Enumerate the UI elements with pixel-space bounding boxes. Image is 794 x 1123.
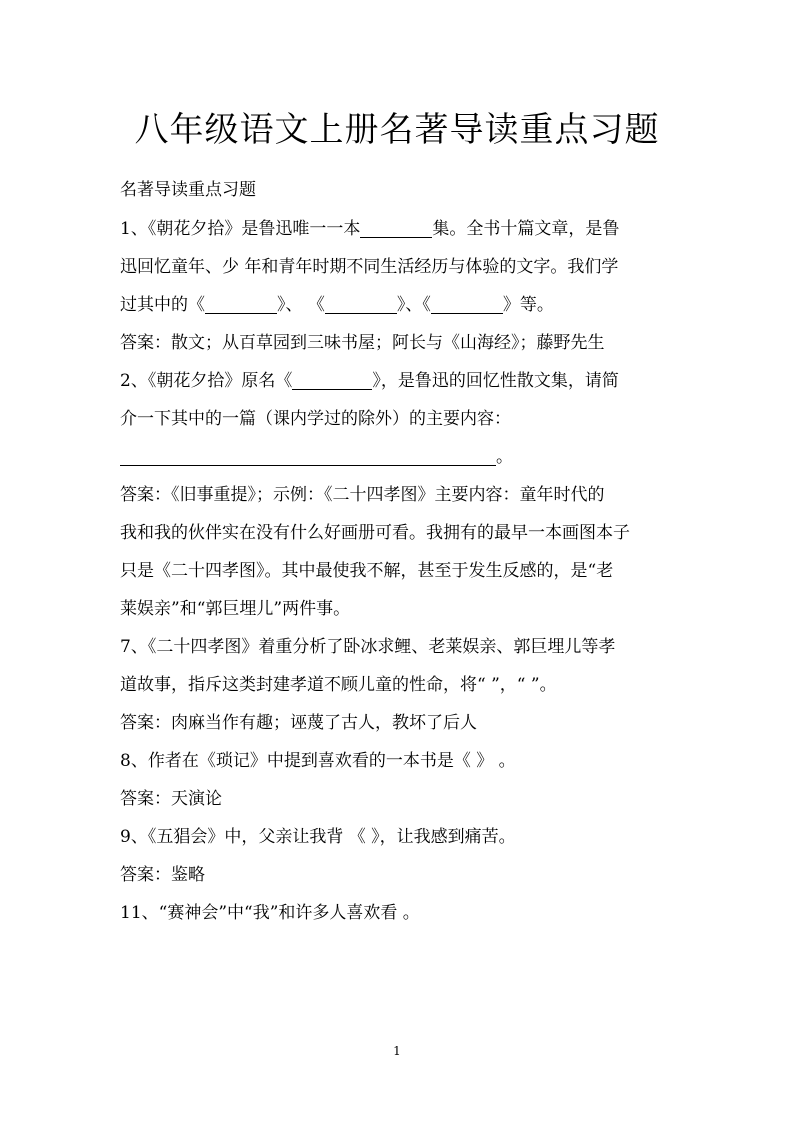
question-7-line-1: 7、《二十四孝图》着重分析了卧冰求鲤、老莱娱亲、郭巨埋儿等孝: [120, 637, 616, 657]
question-2-answer-line-1: 答案：《旧事重提》；示例：《二十四孝图》主要内容：童年时代的: [120, 485, 605, 505]
answer-blank: [292, 369, 372, 390]
answer-blank: [360, 217, 432, 238]
question-9-line-1: 9、《五猖会》中，父亲让我背 《 》，让我感到痛苦。: [120, 827, 516, 847]
question-1-text-f: 》等。: [502, 295, 554, 315]
question-1-text-b: 集。全书十篇文章，是鲁: [432, 219, 620, 239]
question-2-line-1: [120, 362, 680, 400]
question-2-text-a: 2、《朝花夕拾》原名《: [120, 371, 293, 391]
question-11-line-1: 11、“赛神会”中“我”和许多人喜欢看 。: [120, 903, 420, 923]
question-2-text-b: 》，是鲁迅的回忆性散文集，请简: [372, 371, 619, 391]
question-9-answer: 答案：鉴略: [120, 865, 205, 885]
question-2-line-end: 。: [496, 447, 513, 467]
question-8-answer: 答案：天演论: [120, 789, 222, 809]
document-title: 八年级语文上册名著导读重点习题: [134, 110, 660, 150]
question-1-text-e: 》、《: [396, 295, 431, 315]
question-7-answer: 答案：肉麻当作有趣；诬蔑了古人，教坏了后人: [120, 713, 477, 733]
question-1-text-d: 》、 《: [277, 295, 325, 315]
question-1-line-2: 迅回忆童年、少 年和青年时期不同生活经历与体验的文字。我们学: [120, 257, 619, 277]
answer-blank-long: [120, 445, 496, 466]
question-1-line-1: [120, 210, 680, 248]
question-1-text-a: 1、《朝花夕拾》是鲁迅唯一一本: [120, 219, 361, 239]
question-1-answer: 答案：散文；从百草园到三味书屋；阿长与《山海经》；藤野先生: [120, 333, 605, 353]
question-7-line-2: 道故事，指斥这类封建孝道不顾儿童的性命，将“ ”，“ ”。: [120, 675, 557, 695]
section-heading: 名著导读重点习题: [120, 180, 256, 200]
question-2-answer-line-3: 只是《二十四孝图》。其中最使我不解，甚至于发生反感的，是“老: [120, 561, 614, 581]
question-2-answer-line-4: 莱娱亲”和“郭巨埋儿”两件事。: [120, 599, 351, 619]
answer-blank: [431, 293, 503, 314]
document-body: [120, 170, 680, 932]
question-1-text-c: 过其中的《: [120, 295, 205, 315]
page-number: 1: [393, 1044, 401, 1058]
answer-blank: [325, 293, 397, 314]
question-1-line-3: [120, 286, 680, 324]
question-2-line-3: [120, 438, 680, 476]
question-2-answer-line-2: 我和我的伙伴实在没有什么好画册可看。我拥有的最早一本画图本子: [120, 523, 630, 543]
question-2-line-2: 介一下其中的一篇（课内学过的除外）的主要内容：: [120, 409, 511, 429]
answer-blank: [205, 293, 277, 314]
question-8-line-1: 8、作者在《琐记》中提到喜欢看的一本书是《 》 。: [120, 751, 516, 771]
